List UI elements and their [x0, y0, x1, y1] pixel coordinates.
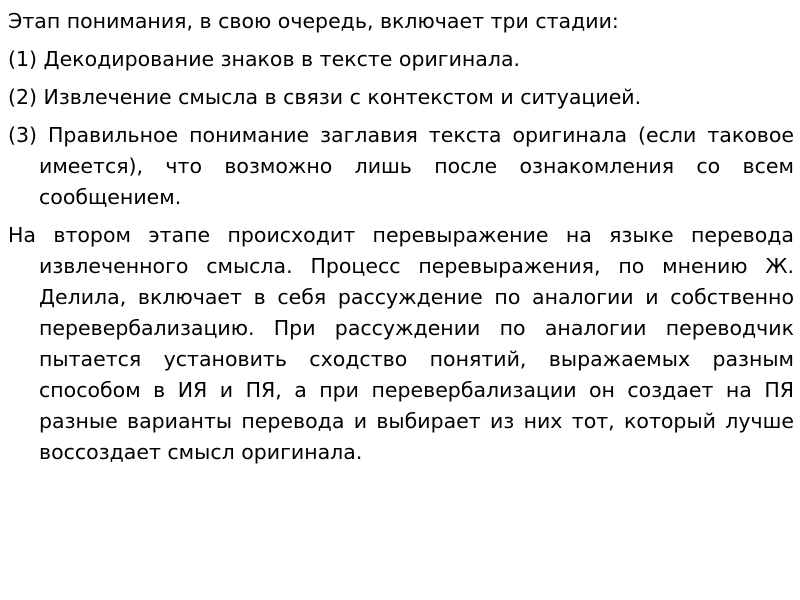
stage-1-item: (1) Декодирование знаков в тексте оригинала.: [8, 47, 521, 71]
intro-paragraph: Этап понимания, в свою очередь, включает три стадии:: [8, 9, 619, 33]
slide-text-body: [8, 6, 794, 475]
stage-3-item: (3) Правильное понимание заглавия текста оригинала (если таковое имеется), что возможно лишь после ознакомления со всем сообщением.: [8, 123, 794, 209]
stage-2-item: (2) Извлечение смысла в связи с контекстом и ситуацией.: [8, 85, 642, 109]
second-stage-paragraph: На втором этапе происходит перевыражение на языке перевода извлеченного смысла. Процесс перевыражения, по мнению Ж. Делила, включает в себя рассуждение по аналогии и собственно перевербализацию. При рассуждении по аналогии переводчик пытается установить сходство понятий, выражаемых разным способом в ИЯ и ПЯ, а при перевербализации он создает на ПЯ разные варианты перевода и выбирает из них тот, который лучше воссоздает смысл оригинала.: [8, 223, 794, 464]
